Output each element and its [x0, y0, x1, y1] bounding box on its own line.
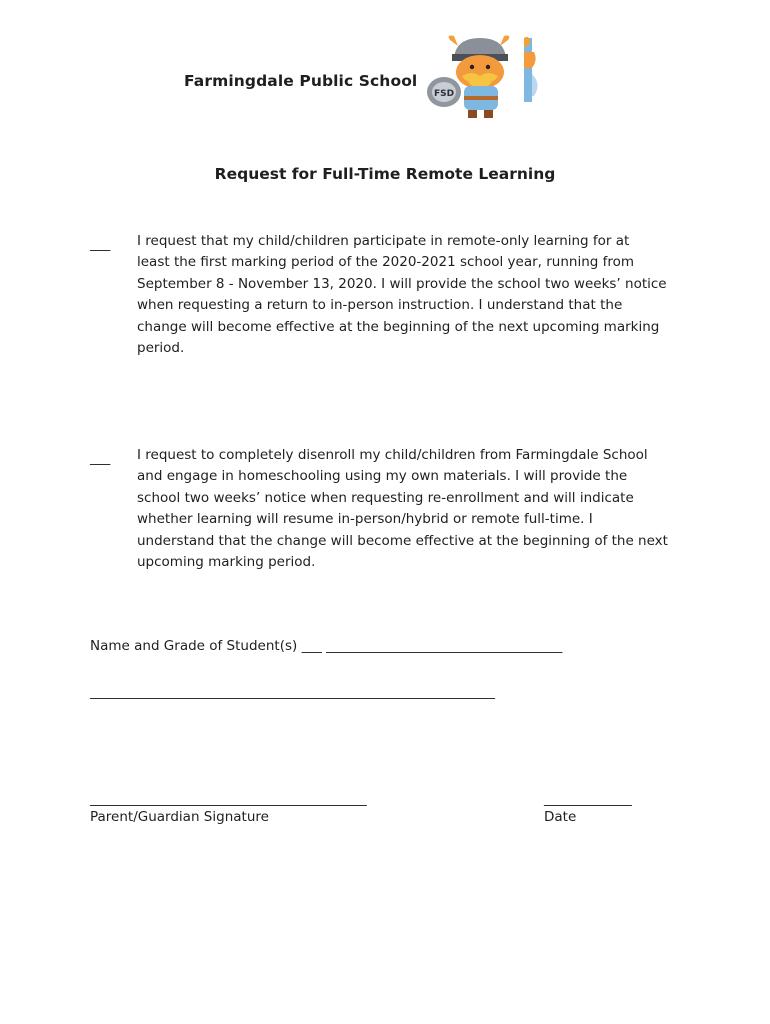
paragraph-line: upcoming marking period. — [137, 554, 316, 571]
page-title: Request for Full-Time Remote Learning — [214, 165, 556, 183]
option-disenroll-text — [137, 445, 685, 573]
paragraph-line: least the first marking period of the 2020-2021 school year, running from — [137, 254, 635, 271]
option-remote-text — [137, 231, 685, 359]
option-disenroll-checkbox-blank[interactable]: ___ — [90, 450, 111, 466]
date-label: Date — [544, 809, 577, 825]
paragraph-line: I request to completely disenroll my child/children from Farmingdale School — [137, 447, 648, 463]
svg-text:FSD: FSD — [433, 89, 455, 99]
student-name-field[interactable] — [90, 638, 562, 654]
student-name-line[interactable]: ___ ___________________________________ — [301, 638, 563, 654]
paragraph-line: understand that the change will become effective at the beginning of the next — [137, 532, 668, 549]
paragraph-line: when requesting a return to in-person instruction. I understand that the — [137, 297, 623, 314]
signature-line[interactable]: _________________________________________ — [90, 791, 367, 807]
date-line[interactable]: _____________ — [544, 791, 632, 807]
paragraph-line: I request that my child/children participate in remote-only learning for at — [137, 233, 630, 249]
paragraph-line: whether learning will resume in-person/hybrid or remote full-time. I — [137, 511, 593, 528]
school-name: Farmingdale Public School — [184, 72, 418, 90]
paragraph-line: and engage in homeschooling using my own materials. I will provide the — [137, 468, 628, 485]
paragraph-line: period. — [137, 340, 185, 357]
signature-label: Parent/Guardian Signature — [90, 809, 269, 825]
student-name-label: Name and Grade of Student(s) — [90, 638, 298, 654]
viking-mascot-logo — [424, 34, 552, 122]
student-name-continuation-line[interactable]: ____________________________________________________________ — [90, 684, 495, 700]
paragraph-line: change will become effective at the beginning of the next upcoming marking — [137, 318, 660, 335]
paragraph-line: school two weeks’ notice when requesting re-enrollment and will indicate — [137, 489, 634, 506]
option-remote-checkbox-blank[interactable]: ___ — [90, 236, 111, 252]
paragraph-line: September 8 - November 13, 2020. I will provide the school two weeks’ notice — [137, 275, 667, 292]
